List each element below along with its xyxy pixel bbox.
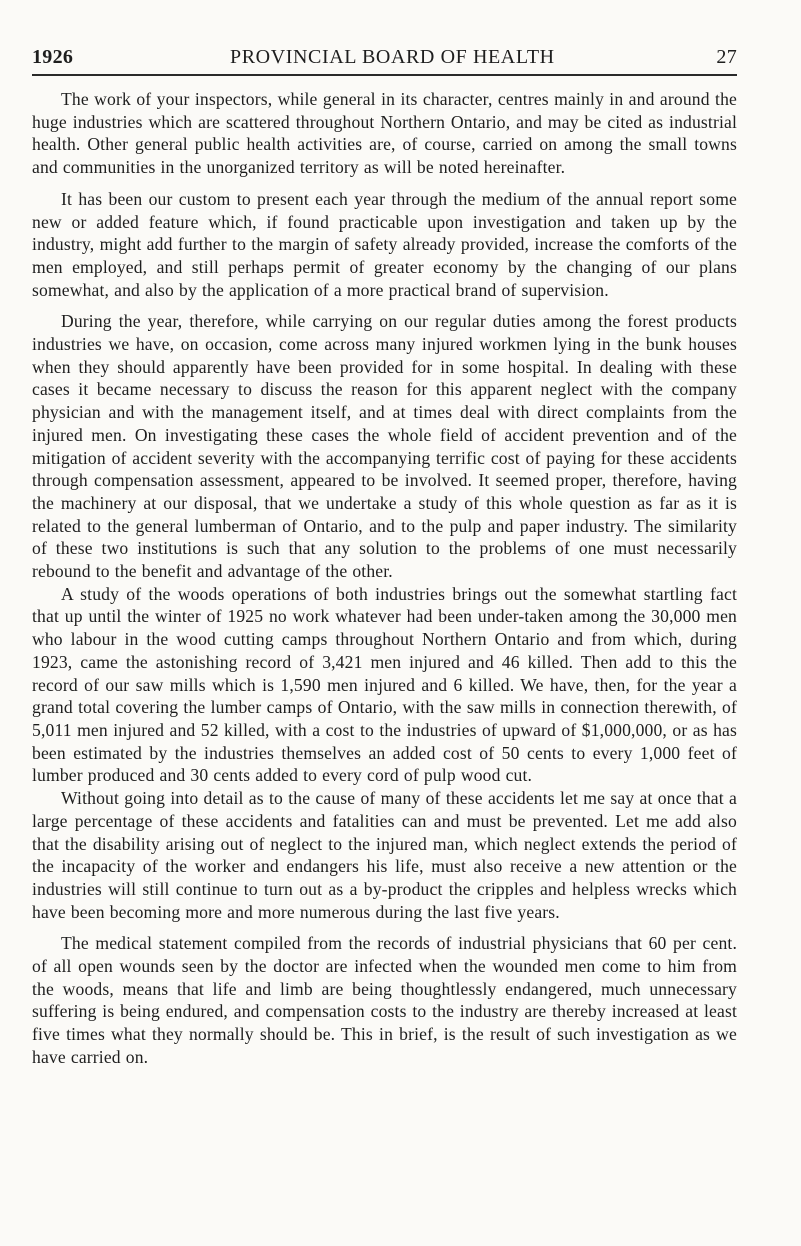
paragraph: A study of the woods operations of both industries brings out the somewhat startling fact that up until the winter of 1925 no work whatever had been under-taken among the 30,000 men who labour in the wood cutting camps throughout Northern Ontario and from which, during 1923, came the astonishing record of 3,421 men injured and 46 killed. Then add to this the record of our saw mills which is 1,590 men injured and 6 killed. We have, then, for the year a grand total covering the lumber camps of Ontario, with the saw mills in connection therewith, of 5,011 men injured and 52 killed, with a cost to the industries of upward of $1,000,000, or as has been estimated by the industries themselves an added cost of 50 cents to every 1,000 feet of lumber produced and 30 cents added to every cord of pulp wood cut. — [32, 583, 737, 786]
body-text — [32, 88, 737, 1069]
paragraph: The work of your inspectors, while general in its character, centres mainly in and around the huge industries which are scattered throughout Northern Ontario, and may be cited as industrial health. Other general public health activities are, of course, carried on among the small towns and communities in the unorganized territory as will be noted hereinafter. — [32, 89, 737, 178]
paragraph: The medical statement compiled from the records of industrial physicians that 60 per cent. of all open wounds seen by the doctor are infected when the wounded men come to him from the woods, means that life and limb are being thoughtlessly endangered, much unnecessary suffering is being endured, and compensation costs to the industry are thereby increased at least five times what they normally should be. This in brief, is the result of such investigation as we have carried on. — [32, 933, 737, 1067]
header-year: 1926 — [32, 46, 74, 68]
paragraph: It has been our custom to present each year through the medium of the annual report some new or added feature which, if found practicable upon investigation and taken up by the industry, might add further to the margin of safety already provided, increase the comforts of the men employed, and still perhaps permit of greater economy by the changing of our plans somewhat, and also by the application of a more practical brand of supervision. — [32, 188, 737, 300]
page-number: 27 — [716, 46, 737, 68]
header-title: PROVINCIAL BOARD OF HEALTH — [230, 46, 555, 68]
page-header — [32, 46, 737, 76]
paragraph: During the year, therefore, while carrying on our regular duties among the forest products industries we have, on occasion, come across many injured workmen lying in the bunk houses when they should apparently have been provided for in some hospital. In dealing with these cases it became necessary to discuss the reason for this apparent neglect with the company physician and with the management itself, and at times deal with direct complaints from the injured men. On investigating these cases the whole field of accident prevention and of the mitigation of accident severity with the accompanying terrific cost of paying for these accidents through compensation assessment, appeared to be involved. It seemed proper, therefore, having the machinery at our disposal, that we undertake a study of this whole question as far as it is related to the general lumberman of Ontario, and to the pulp and paper industry. The similarity of these two institutions is such that any solution to the problems of one must necessarily rebound to the benefit and advantage of the other. — [32, 311, 737, 582]
paragraph: Without going into detail as to the cause of many of these accidents let me say at once that a large percentage of these accidents and fatalities can and must be prevented. Let me add also that the disability arising out of neglect to the injured man, which neglect extends the period of the incapacity of the worker and endangers his life, must also receive a new attention or the industries will still continue to turn out as a by-product the cripples and helpless wrecks which have been becoming more and more numerous during the last five years. — [32, 788, 737, 922]
